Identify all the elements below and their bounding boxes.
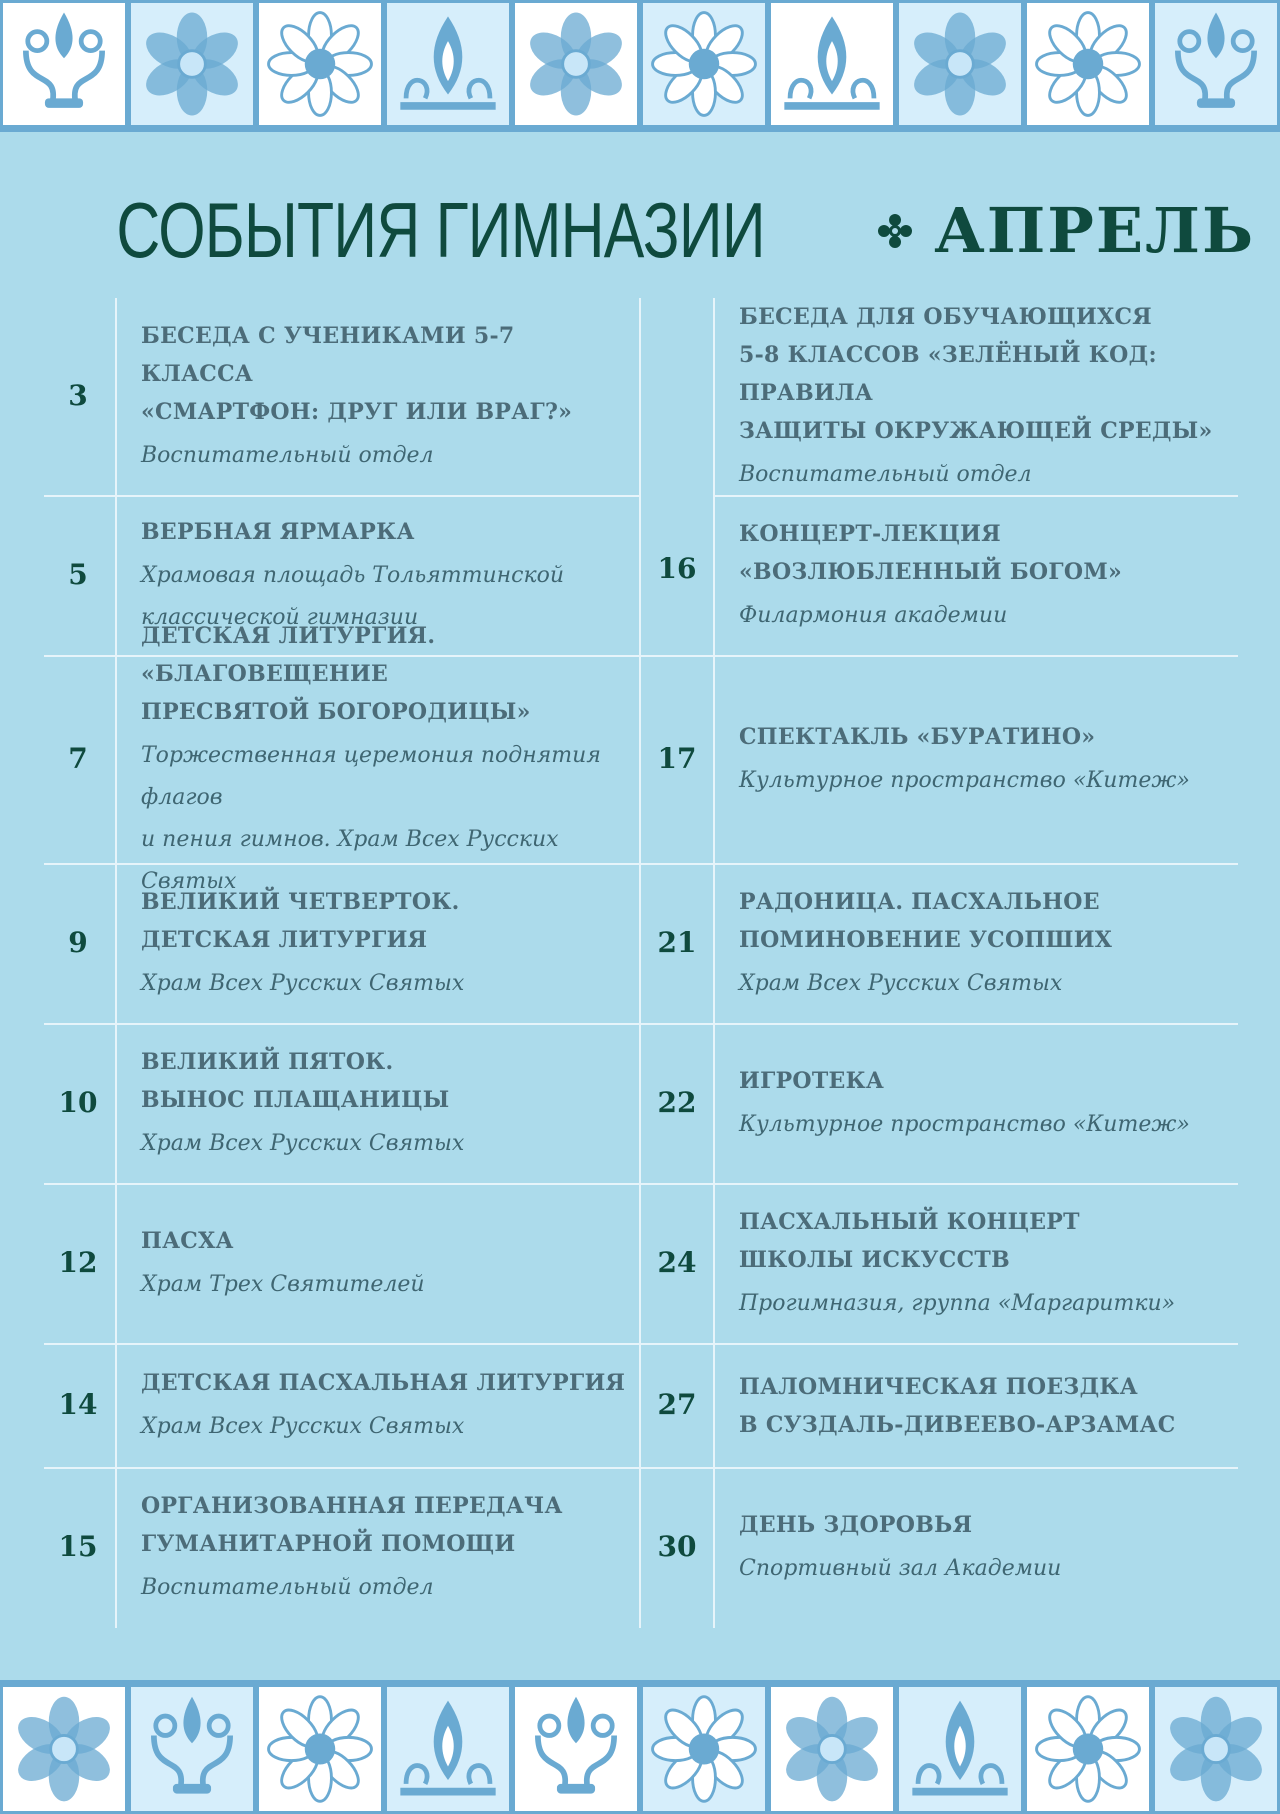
event-day: 16 [657,552,697,585]
event-day: 17 [657,742,697,775]
event-title: ПАСХАЛЬНЫЙ КОНЦЕРТ ШКОЛЫ ИСКУССТВ [739,1209,1080,1273]
event-day: 3 [68,379,88,412]
event-title: БЕСЕДА С УЧЕНИКАМИ 5-7 КЛАССА «СМАРТФОН: ДРУГ ИЛИ ВРАГ?» [141,323,573,425]
petal-tile-icon [896,0,1024,128]
event-cell [739,864,1234,1024]
event-day: 21 [657,926,697,959]
diamond-flower-icon [875,211,915,251]
event-place: Храм Всех Русских Святых [141,1414,465,1439]
event-title: ДЕТСКАЯ ПАСХАЛЬНАЯ ЛИТУРГИЯ [141,1370,626,1396]
event-cell [739,1344,1234,1468]
flame-tile-icon [384,1684,512,1814]
petal-tile-icon [0,1684,128,1814]
flame-tile-icon [768,0,896,128]
event-place: Филармония академии [739,603,1008,628]
bottom-ornament-band [0,1680,1280,1814]
flower-tile-icon [640,1684,768,1814]
event-place: Спортивный зал Академии [739,1556,1062,1581]
flower-tile-icon [256,1684,384,1814]
flame-tile-icon [384,0,512,128]
event-cell [739,656,1234,864]
event-day: 7 [68,742,88,775]
event-title: ДЕНЬ ЗДОРОВЬЯ [739,1512,973,1538]
event-place: Воспитательный отдел [739,462,1032,487]
event-title: КОНЦЕРТ-ЛЕКЦИЯ «ВОЗЛЮБЛЕННЫЙ БОГОМ» [739,521,1123,585]
event-day: 22 [657,1086,697,1119]
lily-tile-icon [128,1684,256,1814]
event-cell [739,298,1234,496]
event-cell [739,1468,1234,1628]
event-day: 30 [657,1530,697,1563]
event-title: БЕСЕДА ДЛЯ ОБУЧАЮЩИХСЯ 5-8 КЛАССОВ «ЗЕЛЁНЫЙ КОД: ПРАВИЛА ЗАЩИТЫ ОКРУЖАЮЩЕЙ СРЕДЫ» [739,304,1213,444]
flower-tile-icon [640,0,768,128]
event-day: 12 [58,1246,98,1279]
event-title: РАДОНИЦА. ПАСХАЛЬНОЕ ПОМИНОВЕНИЕ УСОПШИХ [739,889,1113,953]
event-day: 9 [68,926,88,959]
event-title: ОРГАНИЗОВАННАЯ ПЕРЕДАЧА ГУМАНИТАРНОЙ ПОМОЩИ [141,1493,563,1557]
flower-tile-icon [1024,0,1152,128]
event-place: Храм Всех Русских Святых [739,971,1063,996]
event-title: ПАЛОМНИЧЕСКАЯ ПОЕЗДКА В СУЗДАЛЬ-ДИВЕЕВО-АРЗАМАС [739,1374,1176,1438]
petal-tile-icon [1152,1684,1280,1814]
event-cell [141,1344,631,1468]
petal-tile-icon [128,0,256,128]
event-title: СПЕКТАКЛЬ «БУРАТИНО» [739,724,1096,750]
event-cell [141,1184,631,1344]
event-place: Воспитательный отдел [141,443,434,468]
event-day: 10 [58,1086,98,1119]
flame-tile-icon [896,1684,1024,1814]
event-cell [141,1468,631,1628]
event-title: ВЕЛИКИЙ ПЯТОК. ВЫНОС ПЛАЩАНИЦЫ [141,1049,450,1113]
event-cell [739,496,1234,656]
event-place: Храм Трех Святителей [141,1272,425,1297]
event-place: Храм Всех Русских Святых [141,1131,465,1156]
event-day: 14 [58,1388,98,1421]
event-day: 24 [657,1246,697,1279]
event-place: Храм Всех Русских Святых [141,971,465,996]
event-cell [739,1184,1234,1344]
event-place: Воспитательный отдел [141,1575,434,1600]
event-place: Торжественная церемония поднятия флагов и пения гимнов. Храм Всех Русских Святых [141,743,601,894]
event-title: ВЕЛИКИЙ ЧЕТВЕРТОК. ДЕТСКАЯ ЛИТУРГИЯ [141,889,460,953]
event-place: Культурное пространство «Китеж» [739,1112,1190,1137]
event-place: Культурное пространство «Китеж» [739,768,1190,793]
event-cell [739,1024,1234,1184]
event-title: ИГРОТЕКА [739,1068,885,1094]
title-main: СОБЫТИЯ ГИМНАЗИИ [116,186,765,274]
lily-tile-icon [1152,0,1280,128]
event-cell [141,623,631,894]
page-title [0,185,1280,276]
lily-tile-icon [0,0,128,128]
event-title: ПАСХА [141,1228,234,1254]
event-day: 15 [58,1530,98,1563]
top-ornament-band [0,0,1280,132]
event-cell [141,1024,631,1184]
flower-tile-icon [256,0,384,128]
event-cell [141,864,631,1024]
event-title: ВЕРБНАЯ ЯРМАРКА [141,519,415,545]
event-day: 27 [657,1388,697,1421]
event-title: ДЕТСКАЯ ЛИТУРГИЯ. «БЛАГОВЕЩЕНИЕ ПРЕСВЯТОЙ БОГОРОДИЦЫ» [141,623,531,725]
event-place: Храмовая площадь Тольяттинской классической гимназии [141,563,565,630]
petal-tile-icon [512,0,640,128]
event-day: 5 [68,558,88,591]
flower-tile-icon [1024,1684,1152,1814]
event-place: Прогимназия, группа «Маргаритки» [739,1291,1176,1316]
petal-tile-icon [768,1684,896,1814]
lily-tile-icon [512,1684,640,1814]
title-month: АПРЕЛЬ [934,194,1256,267]
event-cell [141,298,631,496]
